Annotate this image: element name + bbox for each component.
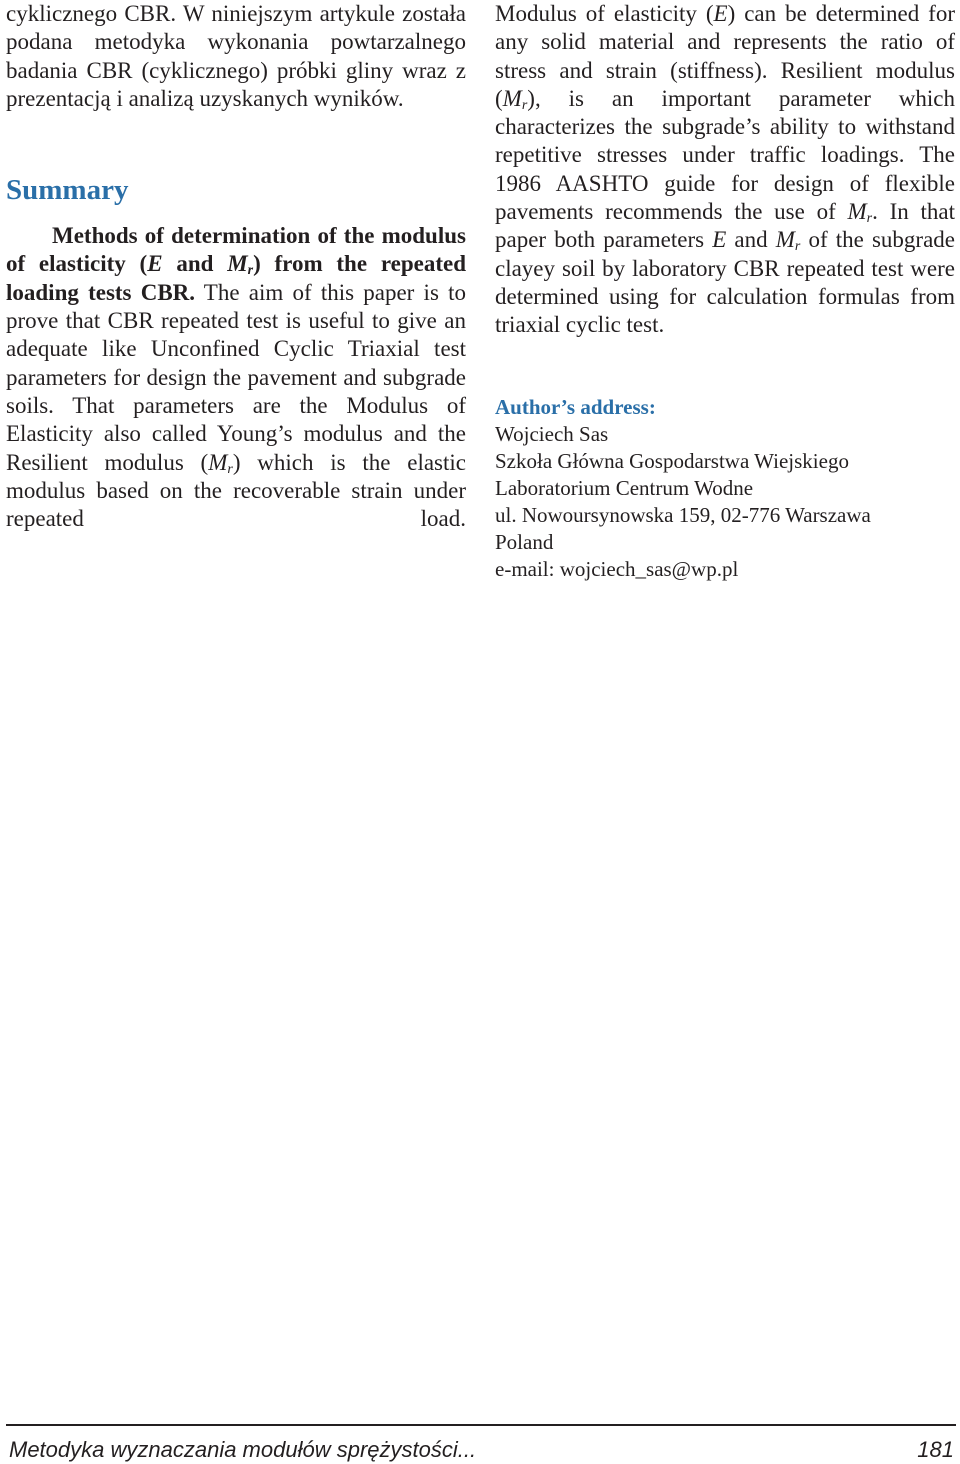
summary-article-title: Methods of determination of the modulus of elasticity (E and $M_r$) from the repeated loading tests CBR.	[6, 223, 466, 305]
author-address-heading: Author’s address:	[495, 394, 656, 419]
author-name: Wojciech Sas	[495, 421, 609, 446]
footer-rule	[6, 1424, 956, 1426]
footer-page-number: 181	[917, 1437, 954, 1462]
summary-text: The aim of this paper is to prove that CBR repeated test is useful to give an adequate like Unconfined Cyclic Triaxial test parameters for design the pavement and subgrade soils. That parameters are the Modulus of Elasticity also called Young’s modulus and the Resilient modulus $(M_r)$ which is the elastic modulus based on the recoverable strain under repeated load.	[6, 279, 466, 532]
author-address	[495, 394, 955, 583]
author-street: ul. Nowoursynowska 159, 02-776 Warszawa	[495, 502, 871, 527]
footer-running-title: Metodyka wyznaczania modułów sprężystości...	[9, 1437, 477, 1462]
author-lab: Laboratorium Centrum Wodne	[495, 475, 754, 500]
author-institution: Szkoła Główna Gospodarstwa Wiejskiego	[495, 448, 849, 473]
left-column	[6, 0, 466, 533]
modulus-paragraph: Modulus of elasticity (E) can be determined for any solid material and represents the ratio of stress and strain (stiffness). Resilient modulus $(M_r)$, is an important parameter which characterizes the subgrade’s ability to withstand repetitive stresses under traffic loadings. The 1986 AASHTO guide for design of flexible pavements recommends the use of $M_r$. In that paper both parameters E and $M_r$ of the subgrade clayey soil by laboratory CBR repeated test were determined using for calculation formulas from triaxial cyclic test.	[495, 1, 956, 338]
summary-heading: Summary	[6, 174, 129, 207]
author-country: Poland	[495, 529, 554, 554]
summary-paragraph	[6, 222, 466, 533]
author-email[interactable]: e-mail: wojciech_sas@wp.pl	[495, 556, 739, 581]
right-column	[495, 0, 955, 583]
intro-paragraph: cyklicznego CBR. W niniejszym artykule została podana metodyka wykonania powtarzalnego badania CBR (cyklicznego) próbki gliny wraz z prezentacją i analizą uzyskanych wyników.	[6, 1, 466, 111]
page-footer	[0, 1424, 960, 1464]
